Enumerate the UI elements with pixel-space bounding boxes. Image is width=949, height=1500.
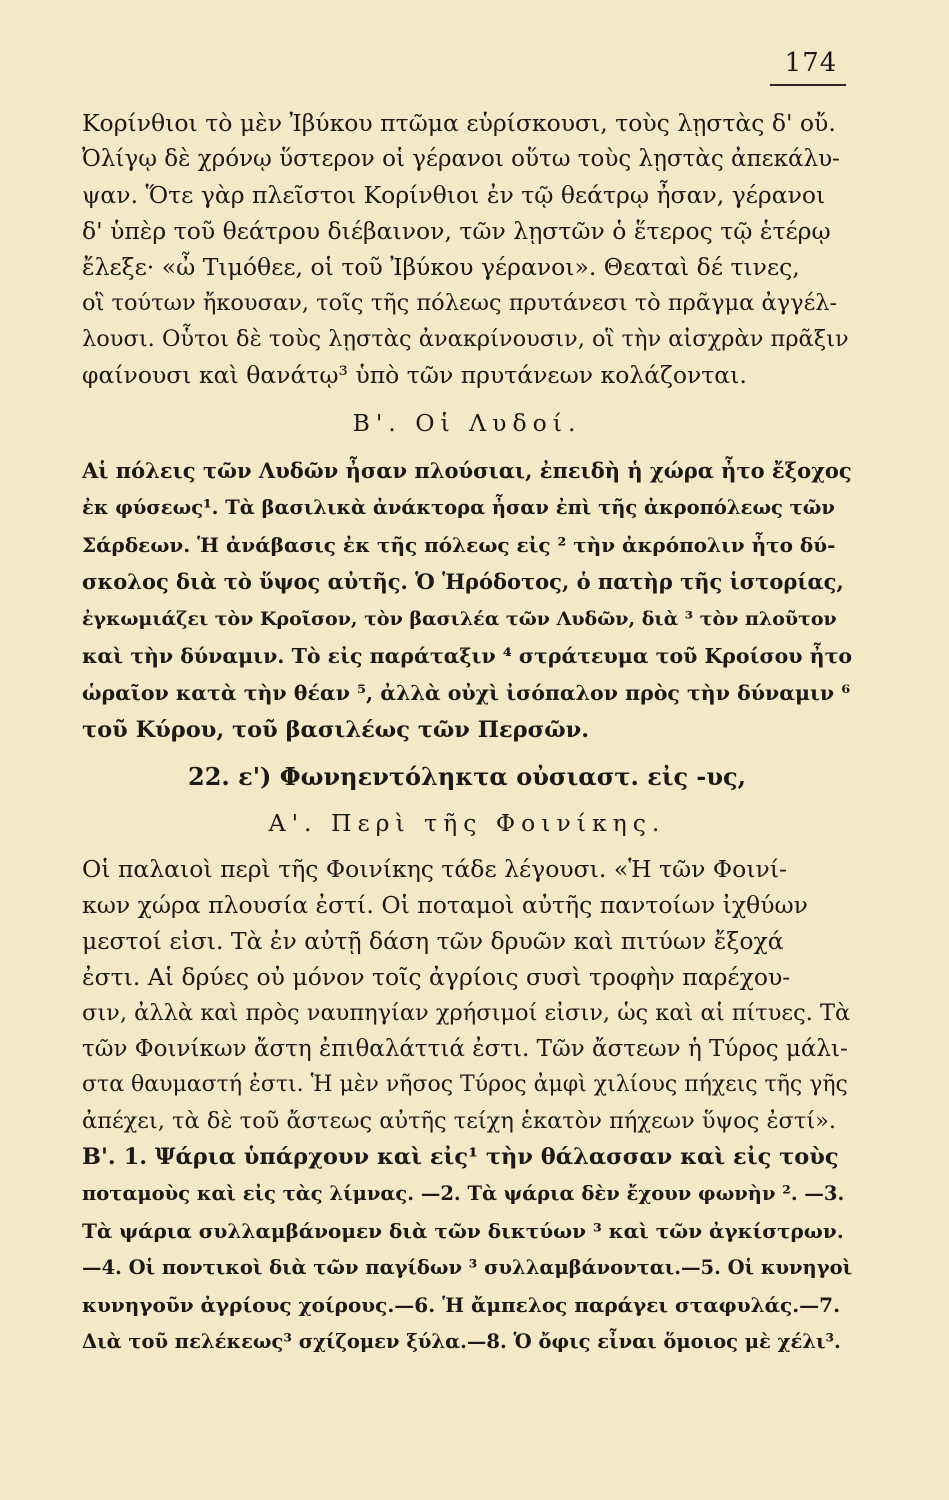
text-line: Κορίνθιοι τὸ μὲν Ἰβύκου πτῶμα εὑρίσκουσι, τοὺς λῃστὰς δ' οὔ. <box>82 109 836 137</box>
text-line: στα θαυμαστή ἐστι. Ἡ μὲν νῆσος Τύρος ἀμφὶ χιλίους πήχεις τῆς γῆς <box>82 1072 848 1097</box>
text-line: Οἱ παλαιοὶ περὶ τῆς Φοινίκης τάδε λέγουσι. «Ἡ τῶν Φοινί- <box>82 855 787 883</box>
section-heading-a: Α'. Περὶ τῆς Φοινίκης. <box>268 809 666 837</box>
text-line: ἔλεξε· «ὦ Τιμόθεε, οἱ τοῦ Ἰβύκου γέρανοι». Θεαταὶ δέ τινες, <box>82 253 800 281</box>
text-line: οἳ τούτων ἤκουσαν, τοῖς τῆς πόλεως πρυτάνεσι τὸ πρᾶγμα ἀγγέλ- <box>82 290 838 316</box>
text-line: φαίνουσι καὶ θανάτῳ³ ὑπὸ τῶν πρυτάνεων κολάζονται. <box>82 361 747 389</box>
text-line: ὡραῖον κατὰ τὴν θέαν ⁵, ἀλλὰ οὐχὶ ἰσόπαλον πρὸς τὴν δύναμιν ⁶ <box>82 681 851 705</box>
text-line: μεστοί εἰσι. Τὰ ἐν αὐτῇ δάση τῶν δρυῶν καὶ πιτύων ἔξοχά <box>82 927 784 955</box>
text-line: Β'. 1. Ψάρια ὑπάρχουν καὶ εἰς¹ τὴν θάλασσαν καὶ εἰς τοὺς <box>82 1144 839 1170</box>
text-line: ποταμοὺς καὶ εἰς τὰς λίμνας. —2. Τὰ ψάρια δὲν ἔχουν φωνὴν ². —3. <box>82 1182 845 1205</box>
text-line: σκολος διὰ τὸ ὕψος αὐτῆς. Ὁ Ἡρόδοτος, ὁ πατὴρ τῆς ἱστορίας, <box>82 569 844 594</box>
chapter-heading-22: 22. ε') Φωνηεντόληκτα οὐσιαστ. εἰς -υς, <box>188 762 746 791</box>
text-line: Αἱ πόλεις τῶν Λυδῶν ἦσαν πλούσιαι, ἐπειδὴ ἡ χώρα ἦτο ἔξοχος <box>82 458 852 483</box>
text-line: Διὰ τοῦ πελέκεως³ σχίζομεν ξύλα.—8. Ὁ ὄφις εἶναι ὅμοιος μὲ χέλι³. <box>82 1330 841 1353</box>
text-line: δ' ὑπὲρ τοῦ θεάτρου διέβαινον, τῶν λῃστῶν ὁ ἕτερος τῷ ἑτέρῳ <box>82 217 831 245</box>
text-line: κων χώρα πλουσία ἐστί. Οἱ ποταμοὶ αὐτῆς παντοίων ἰχθύων <box>82 891 808 919</box>
page-number: 174 <box>784 48 838 78</box>
text-line: καὶ τὴν δύναμιν. Τὸ εἰς παράταξιν ⁴ στράτευμα τοῦ Κροίσου ἦτο <box>82 644 853 668</box>
page-number-rule <box>770 84 846 86</box>
text-line: Τὰ ψάρια συλλαμβάνομεν διὰ τῶν δικτύων ³ καὶ τῶν ἀγκίστρων. <box>82 1219 844 1243</box>
text-line: κυνηγοῦν ἀγρίους χοίρους.—6. Ἡ ἄμπελος παράγει σταφυλάς.—7. <box>82 1293 841 1317</box>
text-line: —4. Οἱ ποντικοὶ διὰ τῶν παγίδων ³ συλλαμβάνονται.—5. Οἱ κυνηγοὶ <box>82 1256 853 1279</box>
text-line: Ὀλίγῳ δὲ χρόνῳ ὕστερον οἱ γέρανοι οὕτω τοὺς λῃστὰς ἀπεκάλυ- <box>82 146 840 172</box>
text-line: λουσι. Οὗτοι δὲ τοὺς λῃστὰς ἀνακρίνουσιν, οἳ τὴν αἰσχρὰν πρᾶξιν <box>82 326 849 352</box>
text-line: ἐστι. Αἱ δρύες οὐ μόνον τοῖς ἀγρίοις συσὶ τροφὴν παρέχου- <box>82 963 791 991</box>
text-line: ἐγκωμιάζει τὸν Κροῖσον, τὸν βασιλέα τῶν Λυδῶν, διὰ ³ τὸν πλοῦτον <box>82 608 837 630</box>
text-line: ἀπέχει, τὰ δὲ τοῦ ἄστεως αὐτῆς τείχη ἑκατὸν πήχεων ὕψος ἐστί». <box>82 1108 837 1134</box>
text-line: σιν, ἀλλὰ καὶ πρὸς ναυπηγίαν χρήσιμοί εἰσιν, ὡς καὶ αἱ πίτυες. Τὰ <box>82 1000 851 1026</box>
section-heading-b: Β'. Οἱ Λυδοί. <box>352 409 582 437</box>
text-line: Σάρδεων. Ἡ ἀνάβασις ἐκ τῆς πόλεως εἰς ² τὴν ἀκρόπολιν ἦτο δύ- <box>82 533 836 557</box>
text-line: ψαν. Ὅτε γὰρ πλεῖστοι Κορίνθιοι ἐν τῷ θεάτρῳ ἦσαν, γέρανοι <box>82 181 826 209</box>
text-line: τῶν Φοινίκων ἄστη ἐπιθαλάττιά ἐστι. Τῶν ἄστεων ἡ Τύρος μάλι- <box>82 1036 848 1062</box>
text-line: τοῦ Κύρου, τοῦ βασιλέως τῶν Περσῶν. <box>82 717 590 743</box>
text-line: ἐκ φύσεως¹. Τὰ βασιλικὰ ἀνάκτορα ἦσαν ἐπὶ τῆς ἀκροπόλεως τῶν <box>82 496 835 519</box>
